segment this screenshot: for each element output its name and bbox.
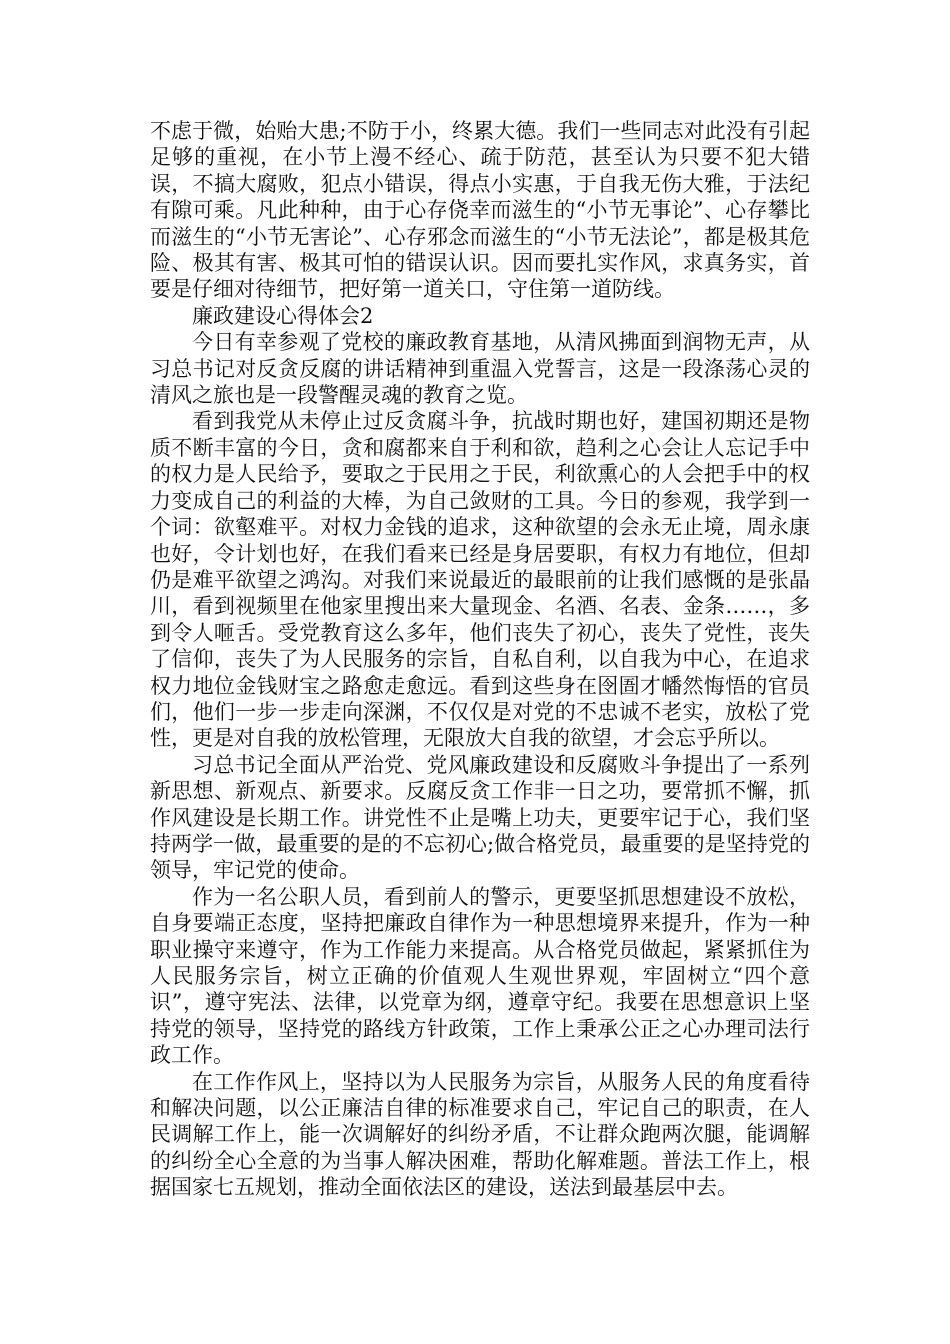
section-heading: 廉政建设心得体会2 (192, 303, 374, 328)
paragraph: 习总书记全面从严治党、党风廉政建设和反腐败斗争提出了一系列新思想、新观点、新要求。反腐反贪工作非一日之功，要常抓不懈，抓作风建设是长期工作。讲党性不止是嘴上功夫，更要牢记于心，我们坚持两学一做，最重要的是的不忘初心;做合格党员，最重要的是坚持党的领导，牢记党的使命。 (150, 752, 810, 883)
paragraph: 看到我党从未停止过反贪腐斗争，抗战时期也好，建国初期还是物质不断丰富的今日，贪和腐都来自于利和欲，趋利之心会让人忘记手中的权力是人民给予，要取之于民用之于民，利欲熏心的人会把手中的权力变成自己的利益的大棒，为自己敛财的工具。今日的参观，我学到一个词：欲壑难平。对权力金钱的追求，这种欲望的会永无止境，周永康也好，令计划也好，在我们看来已经是身居要职，有权力有地位，但却仍是难平欲望之鸿沟。对我们来说最近的最眼前的让我们感慨的是张晶川，看到视频里在他家里搜出来大量现金、名酒、名表、金条……，多到令人咂舌。受党教育这么多年，他们丧失了初心，丧失了党性，丧失了信仰，丧失了为人民服务的宗旨，自私自利，以自我为中心，在追求权力地位金钱财宝之路愈走愈远。看到这些身在囹圄才幡然悔悟的官员们，他们一步一步走向深渊，不仅仅是对党的不忠诚不老实，放松了党性，更是对自我的放松管理，无限放大自我的欲望，才会忘乎所以。 (150, 409, 810, 751)
paragraph: 在工作作风上，坚持以为人民服务为宗旨，从服务人民的角度看待和解决问题，以公正廉洁自律的标准要求自己，牢记自己的职责，在人民调解工作上，能一次调解好的纠纷矛盾，不让群众跑两次腿，能调解的纠纷全心全意的为当事人解决困难，帮助化解难题。普法工作上，根据国家七五规划，推动全面依法区的建设，送法到最基层中去。 (150, 1069, 810, 1200)
paragraph: 今日有幸参观了党校的廉政教育基地，从清风拂面到润物无声，从习总书记对反贪反腐的讲话精神到重温入党誓言，这是一段涤荡心灵的清风之旅也是一段警醒灵魂的教育之览。 (150, 330, 810, 408)
paragraph: 作为一名公职人员，看到前人的警示，更要坚抓思想建设不放松，自身要端正态度，坚持把廉政自律作为一种思想境界来提升，作为一种职业操守来遵守，作为工作能力来提高。从合格党员做起，紧紧抓住为人民服务宗旨，树立正确的价值观人生观世界观，牢固树立“四个意识”，遵守宪法、法律，以党章为纲，遵章守纪。我要在思想意识上坚持党的领导，坚持党的路线方针政策，工作上秉承公正之心办理司法行政工作。 (150, 884, 810, 1068)
document-body (150, 118, 810, 1201)
paragraph-continued: 不虑于微，始贻大患;不防于小，终累大德。我们一些同志对此没有引起足够的重视，在小节上漫不经心、疏于防范，甚至认为只要不犯大错误，不搞大腐败，犯点小错误，得点小实惠，于自我无伤大雅，于法纪有隙可乘。凡此种种，由于心存侥幸而滋生的“小节无事论”、心存攀比而滋生的“小节无害论”、心存邪念而滋生的“小节无法论”，都是极其危险、极其有害、极其可怕的错误认识。因而要扎实作风，求真务实，首要是仔细对待细节，把好第一道关口，守住第一道防线。 (150, 119, 810, 302)
